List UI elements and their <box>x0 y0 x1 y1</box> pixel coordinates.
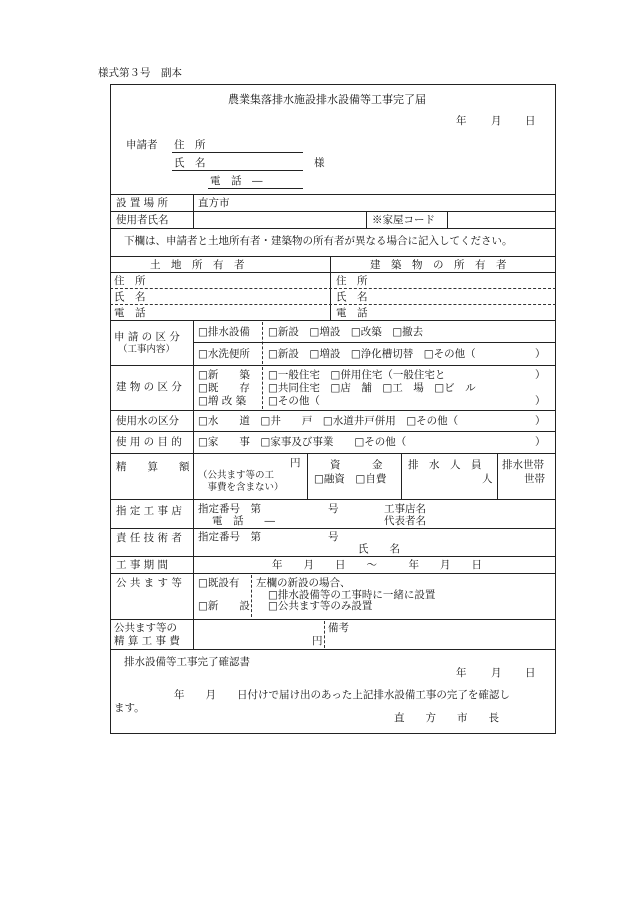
land-owner-name: 氏 名 <box>114 291 146 303</box>
frame-top <box>110 84 556 85</box>
install-label: 設 置 場 所 <box>116 197 169 209</box>
households-unit: 世帯 <box>524 473 545 485</box>
applicant-address-field[interactable] <box>172 152 303 153</box>
rule <box>497 453 498 499</box>
dashed-rule <box>262 367 263 409</box>
applicant-phone-label: 電 話 ― <box>210 175 263 187</box>
manhole-note-2[interactable]: □排水設備等の工事時に一緒に設置 <box>268 589 436 601</box>
contractor-go: 号 <box>328 503 339 515</box>
confirm-title: 排水設備等工事完了確認書 <box>124 656 250 668</box>
purpose-close: ） <box>535 436 546 448</box>
building-type-3[interactable]: □その他（ <box>268 395 320 407</box>
rule <box>110 211 556 212</box>
rule <box>110 573 556 574</box>
land-owner-header: 土 地 所 有 者 <box>150 259 245 271</box>
rule <box>366 211 367 228</box>
rule <box>110 431 556 432</box>
applicant-phone-field[interactable] <box>208 188 303 189</box>
rule <box>110 256 556 257</box>
manhole-note-1: 左欄の新設の場合、 <box>256 577 351 589</box>
frame-bottom <box>110 733 556 734</box>
dashed-rule <box>324 621 325 648</box>
category-drainage[interactable]: □排水設備 <box>198 326 250 338</box>
dashed-rule <box>110 304 556 305</box>
note: 下欄は、申請者と土地所有者・建築物の所有者が異なる場合に記入してください。 <box>124 235 513 247</box>
bldg-owner-name: 氏 名 <box>336 291 368 303</box>
date-year: 年 <box>456 115 467 127</box>
rule <box>193 342 556 343</box>
building-extension[interactable]: □増 改 築 <box>198 395 247 407</box>
category-toilet-options[interactable]: □新設 □増設 □浄化槽切替 □その他（ <box>268 348 476 360</box>
rule <box>447 211 448 228</box>
rule <box>307 453 308 499</box>
rule <box>110 619 556 620</box>
rule <box>110 272 556 273</box>
rule <box>110 228 556 229</box>
settle-note-1: （公共ます等の工 <box>198 470 275 481</box>
confirm-month: 月 <box>491 667 502 679</box>
purpose-options[interactable]: □家 事 □家事及び事業 □その他（ <box>198 436 407 448</box>
engineer-number: 指定番号 第 <box>198 531 261 543</box>
settle-label: 精 算 額 <box>116 461 190 473</box>
fund-label: 資 金 <box>330 459 383 471</box>
rule <box>110 528 556 529</box>
contractor-number: 指定番号 第 <box>198 503 261 515</box>
water-close: ） <box>535 415 546 427</box>
purpose-label: 使 用 の 目 的 <box>116 436 182 448</box>
manhole-label: 公 共 ま す 等 <box>116 577 182 589</box>
rule <box>110 499 556 500</box>
frame-left <box>110 84 111 734</box>
households-label: 排水世帯 <box>502 459 544 471</box>
building-new[interactable]: □新 築 <box>198 369 250 381</box>
house-code-label: ※家屋コード <box>372 214 435 226</box>
water-label: 使用水の区分 <box>116 415 179 427</box>
rule <box>401 453 402 499</box>
settle-yen: 円 <box>290 457 301 469</box>
rule <box>110 365 556 366</box>
period-label: 工 事 期 間 <box>116 559 169 571</box>
building-label: 建 物 の 区 分 <box>116 381 182 393</box>
rule <box>110 320 556 321</box>
building-type-1[interactable]: □一般住宅 □併用住宅（一般住宅と <box>268 369 446 381</box>
contractor-shop: 工事店名 <box>384 503 426 515</box>
confirm-day: 日 <box>525 667 536 679</box>
dashed-rule <box>251 575 252 617</box>
rule <box>193 619 194 649</box>
engineer-go: 号 <box>328 531 339 543</box>
confirm-body-2: ます。 <box>114 702 145 714</box>
bldg-owner-phone: 電 話 <box>336 307 368 319</box>
building-close-3: ） <box>535 395 546 407</box>
category-sublabel: （工事内容） <box>118 344 176 355</box>
land-owner-phone: 電 話 <box>114 307 146 319</box>
contractor-rep: 代表者名 <box>384 515 426 527</box>
manhole-new[interactable]: □新 設 <box>198 600 250 612</box>
drain-persons-unit: 人 <box>482 473 493 485</box>
applicant-label: 申請者 <box>126 139 158 151</box>
applicant-name-field[interactable] <box>172 170 303 171</box>
building-owner-header: 建 築 物 の 所 有 者 <box>370 259 507 271</box>
rule <box>110 453 556 454</box>
rule <box>110 194 556 195</box>
land-owner-address: 住 所 <box>114 275 146 287</box>
category-label: 申 請 の 区 分 <box>114 331 180 343</box>
honorific: 様 <box>314 157 325 169</box>
category-toilet-close: ） <box>535 348 546 360</box>
category-drainage-options[interactable]: □新設 □増設 □改築 □撤去 <box>268 326 424 338</box>
building-existing[interactable]: □既 存 <box>198 382 250 394</box>
period-text[interactable]: 年 月 日 ～ 年 月 日 <box>272 559 482 571</box>
manhole-cost-yen: 円 <box>312 635 323 647</box>
dashed-rule <box>110 288 556 289</box>
install-value: 直方市 <box>198 197 230 209</box>
drain-persons-label: 排 水 人 員 <box>408 459 482 471</box>
manhole-cost-label-2: 精 算 工 事 費 <box>114 635 180 647</box>
engineer-name: 氏 名 <box>358 543 400 555</box>
building-close-1: ） <box>535 369 546 381</box>
remarks-label: 備考 <box>328 622 349 634</box>
manhole-cost-label-1: 公共ます等の <box>114 622 177 634</box>
bldg-owner-address: 住 所 <box>336 275 368 287</box>
applicant-address-label: 住 所 <box>174 139 206 151</box>
form-id: 様式第３号 副本 <box>98 67 182 79</box>
building-type-2[interactable]: □共同住宅 □店 舗 □工 場 □ビ ル <box>268 382 476 394</box>
contractor-label: 指 定 工 事 店 <box>116 505 182 517</box>
date-day: 日 <box>525 115 536 127</box>
date-month: 月 <box>491 115 502 127</box>
dashed-rule <box>262 322 263 364</box>
confirm-body-1: 年 月 日付けで届け出のあった上記排水設備工事の完了を確認し <box>174 689 510 701</box>
fund-options[interactable]: □融資 □自費 <box>314 473 387 485</box>
contractor-phone: 電 話 ― <box>212 515 275 527</box>
settle-note-2: 事費を含まない） <box>198 482 284 493</box>
frame-right <box>555 84 556 734</box>
rule <box>110 649 556 650</box>
manhole-existing[interactable]: □既設有 <box>198 577 240 589</box>
manhole-note-3[interactable]: □公共ます等のみ設置 <box>268 600 373 612</box>
form-title: 農業集落排水施設排水設備等工事完了届 <box>228 93 426 106</box>
category-toilet[interactable]: □水洗便所 <box>198 348 250 360</box>
engineer-label: 責 任 技 術 者 <box>116 532 182 544</box>
confirm-year: 年 <box>456 667 467 679</box>
water-options[interactable]: □水 道 □井 戸 □水道井戸併用 □その他（ <box>198 415 459 427</box>
applicant-name-label: 氏 名 <box>174 157 206 169</box>
user-label: 使用者氏名 <box>116 214 169 226</box>
rule <box>110 410 556 411</box>
rule <box>110 556 556 557</box>
mayor: 直 方 市 長 <box>394 712 499 724</box>
